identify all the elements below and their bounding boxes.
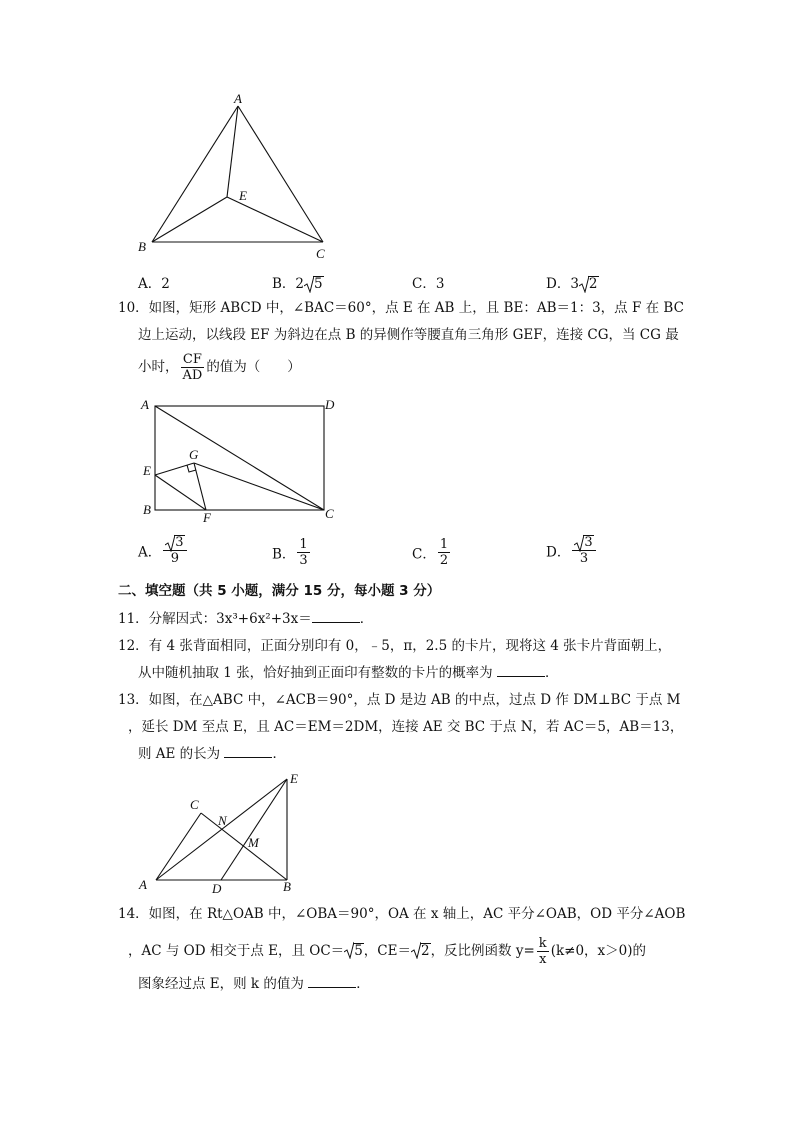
- label-B: B: [143, 502, 151, 517]
- label-A: A: [139, 877, 147, 892]
- q9-option-d: [546, 272, 599, 292]
- fraction-denominator: 3: [579, 551, 589, 566]
- label-E: E: [290, 771, 298, 786]
- q10-line-3: [138, 352, 301, 383]
- label-D: D: [325, 397, 335, 412]
- fraction-denominator: 2: [439, 553, 449, 568]
- radicand: 3: [584, 535, 593, 550]
- q14-line-1: 14．如图，在 Rt△OAB 中，∠OBA＝90°，OA 在 x 轴上，AC 平分∠OAB，OD 平分∠AOB: [118, 906, 686, 922]
- q14-line-2-a: ，AC 与 OD 相交于点 E，且 OC＝: [128, 943, 345, 959]
- q10-option-a-label: A．: [138, 544, 162, 561]
- q10-line-3-post: 的值为（ ）: [206, 359, 301, 375]
- radicand: 5: [354, 943, 363, 959]
- label-B: B: [138, 239, 146, 254]
- sqrt-symbol: [344, 942, 364, 960]
- q14-line-2-b: ，CE＝: [363, 943, 411, 959]
- q14-line-2: [128, 936, 646, 967]
- q14-line-2-c: ，反比例函数 y=: [430, 943, 535, 959]
- answer-blank[interactable]: [308, 975, 356, 988]
- radicand: 3: [175, 535, 184, 550]
- fraction-numerator: [163, 535, 186, 551]
- label-F: F: [203, 510, 211, 525]
- fraction-cf-ad: [181, 352, 205, 383]
- q9-option-d-radicand: 2: [588, 276, 598, 292]
- label-E: E: [143, 463, 151, 478]
- fraction: [297, 537, 309, 568]
- label-A: A: [141, 397, 149, 412]
- q12-end: ．: [544, 665, 559, 681]
- radicand: 2: [420, 943, 430, 959]
- q9-option-b-coef: 2: [295, 276, 305, 292]
- fraction: [163, 535, 186, 566]
- q13-line-3: [138, 745, 286, 763]
- q14-line-3-text: 图象经过点 E，则 k 的值为: [138, 976, 304, 992]
- fraction: [572, 535, 595, 566]
- q9-option-b-label: B．: [272, 276, 296, 292]
- figure-q9-triangle: [130, 90, 340, 265]
- fraction-numerator: k: [538, 936, 547, 951]
- q10-line-2: 边上运动，以线段 EF 为斜边在点 B 的异侧作等腰直角三角形 GEF，连接 CG，当 CG 最: [138, 327, 679, 343]
- q9-option-d-label: D．: [546, 276, 571, 292]
- fraction: [438, 537, 450, 568]
- label-A: A: [234, 91, 242, 106]
- figure-q10-rectangle: [135, 395, 350, 530]
- answer-blank[interactable]: [312, 610, 360, 623]
- q12-line-1: 12．有 4 张背面相同，正面分别印有 0，﹣5，π，2.5 的卡片，现将这 4 张卡片背面朝上，: [118, 638, 672, 654]
- q13-line-2: ，延长 DM 至点 E，且 AC＝EM＝2DM，连接 AE 交 BC 于点 N，若 AC＝5，AB＝13，: [128, 719, 684, 735]
- q10-option-d: [546, 535, 598, 566]
- q10-line-3-pre: 小时，: [138, 359, 179, 375]
- q9-option-b: [272, 272, 324, 292]
- fraction-denominator: 3: [299, 553, 308, 568]
- fraction-numerator: CF: [182, 352, 202, 367]
- q11: [118, 610, 373, 628]
- figure-q13-triangle: [130, 765, 320, 895]
- q10-option-d-label: D．: [546, 544, 571, 561]
- fraction-denominator: 9: [170, 551, 180, 566]
- q10-option-c-label: C．: [412, 546, 436, 563]
- section-2-title: 二、填空题（共 5 小题，满分 15 分，每小题 3 分）: [118, 583, 441, 599]
- q9-option-a: A．2: [138, 276, 170, 292]
- fraction-numerator: [572, 535, 595, 551]
- q13-end: ．: [272, 746, 286, 762]
- q11-end: ．: [359, 611, 374, 627]
- q10-option-c: [412, 537, 452, 568]
- fraction-k-x: [537, 936, 549, 967]
- label-C: C: [190, 797, 199, 812]
- sqrt-symbol: [579, 276, 599, 292]
- label-M: M: [248, 835, 259, 850]
- q9-option-b-radicand: 5: [314, 276, 323, 292]
- q14-line-2-d: (k≠0，x＞0)的: [550, 943, 647, 959]
- label-B: B: [283, 879, 291, 894]
- q9-option-d-coef: 3: [570, 276, 579, 292]
- sqrt-symbol: [574, 535, 593, 550]
- label-G: G: [189, 447, 199, 462]
- label-C: C: [325, 506, 334, 521]
- q13-line-3-text: 则 AE 的长为: [138, 746, 221, 762]
- q14-end: ．: [356, 976, 370, 992]
- answer-blank[interactable]: [224, 745, 272, 758]
- sqrt-symbol: [304, 276, 324, 292]
- sqrt-symbol: [411, 942, 431, 960]
- fraction-denominator: x: [539, 952, 547, 967]
- q10-option-a: [138, 535, 189, 566]
- q10-option-b: [272, 537, 312, 568]
- q11-text: 11．分解因式：3x³+6x²+3x＝: [118, 611, 312, 627]
- label-D: D: [212, 881, 222, 895]
- q9-option-c: C．3: [412, 276, 445, 292]
- q14-line-3: [138, 975, 370, 993]
- q12-line-2: [138, 664, 558, 682]
- fraction-numerator: 1: [299, 537, 308, 552]
- fraction-numerator: 1: [439, 537, 449, 552]
- q12-line-2-text: 从中随机抽取 1 张，恰好抽到正面印有整数的卡片的概率为: [138, 665, 493, 681]
- q10-option-b-label: B．: [272, 546, 296, 563]
- sqrt-symbol: [165, 535, 184, 550]
- fraction-denominator: AD: [182, 368, 203, 383]
- label-E: E: [239, 188, 247, 203]
- label-N: N: [218, 813, 227, 828]
- q10-line-1: 10．如图，矩形 ABCD 中，∠BAC＝60°，点 E 在 AB 上，且 BE：AB＝1：3，点 F 在 BC: [118, 300, 684, 316]
- q13-line-1: 13．如图，在△ABC 中，∠ACB＝90°，点 D 是边 AB 的中点，过点 D 作 DM⊥BC 于点 M: [118, 692, 681, 708]
- answer-blank[interactable]: [497, 664, 545, 677]
- label-C: C: [316, 246, 325, 261]
